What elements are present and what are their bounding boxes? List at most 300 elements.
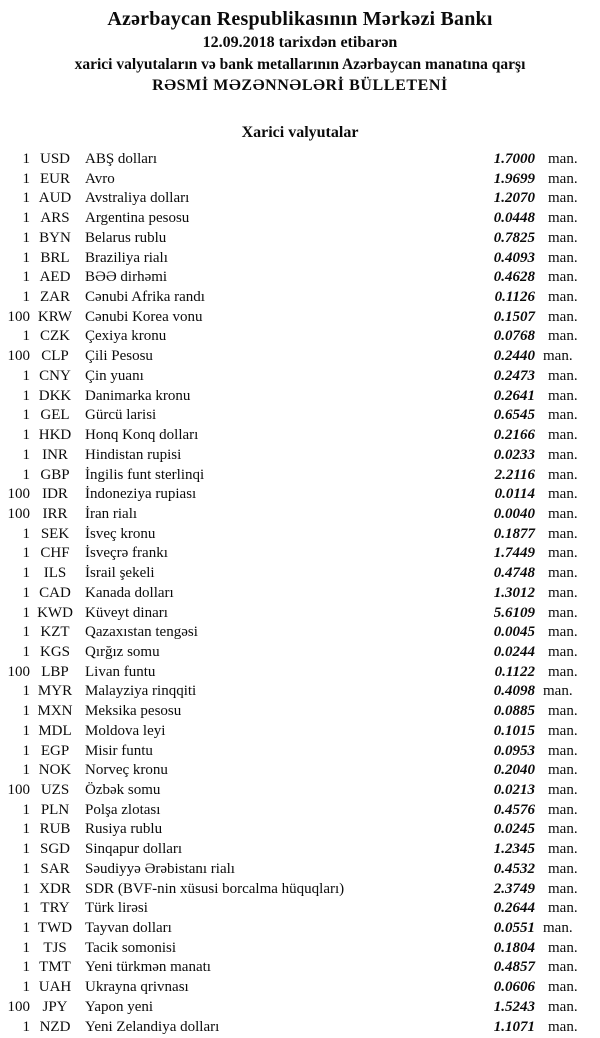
currency-rate: 0.0233 (493, 446, 535, 463)
currency-rate: 0.1126 (494, 289, 535, 306)
currency-rate: 0.0040 (493, 505, 535, 522)
unit-label: man. (548, 900, 578, 917)
table-row (0, 406, 600, 426)
currency-code: KWD (37, 604, 73, 621)
unit-label: man. (548, 643, 578, 660)
currency-name: Sinqapur dolları (85, 841, 183, 858)
table-row (0, 544, 600, 564)
column-gap (535, 406, 548, 426)
currency-code: CZK (40, 328, 70, 345)
table-row (0, 801, 600, 821)
table-row (0, 426, 600, 446)
table-row (0, 860, 600, 880)
currency-code: JPY (42, 998, 68, 1015)
column-gap (535, 742, 548, 762)
currency-code: CHF (40, 545, 70, 562)
currency-rate: 1.1071 (493, 1018, 535, 1035)
currency-code: KRW (37, 308, 73, 325)
column-gap (535, 899, 548, 919)
currency-rate: 0.1122 (494, 663, 535, 680)
currency-code: TRY (40, 900, 70, 917)
unit-label: man. (548, 565, 578, 582)
currency-rate: 0.2473 (493, 367, 535, 384)
column-gap (535, 426, 548, 446)
currency-name: Danimarka kronu (85, 387, 191, 404)
currency-code: CNY (39, 367, 71, 384)
table-row (0, 781, 600, 801)
unit-label: man. (548, 762, 578, 779)
table-row (0, 1018, 600, 1038)
table-row (0, 939, 600, 959)
column-gap (535, 189, 548, 209)
currency-quantity: 1 (22, 604, 30, 621)
unit-label: man. (548, 446, 578, 463)
currency-code: ILS (43, 565, 67, 582)
table-row (0, 958, 600, 978)
currency-name: Türk lirəsi (85, 900, 148, 917)
currency-code: MDL (38, 722, 72, 739)
unit-label: man. (548, 249, 578, 266)
currency-quantity: 1 (22, 880, 30, 897)
currency-code: XDR (39, 880, 71, 897)
currency-name: İndoneziya rupiası (85, 486, 197, 503)
column-gap (535, 288, 548, 308)
currency-code: TJS (43, 939, 67, 956)
currency-quantity: 1 (22, 525, 30, 542)
currency-name: Belarus rublu (85, 229, 167, 246)
currency-quantity: 1 (22, 565, 30, 582)
unit-label: man. (548, 170, 578, 187)
currency-quantity: 1 (22, 703, 30, 720)
currency-code: TMT (39, 959, 71, 976)
column-gap (535, 978, 548, 998)
currency-code: DKK (38, 387, 72, 404)
table-row (0, 209, 600, 229)
table-row (0, 623, 600, 643)
unit-label: man. (543, 683, 573, 700)
currency-code: AED (39, 269, 71, 286)
column-gap (535, 367, 548, 387)
column-gap (535, 663, 548, 683)
column-gap (535, 466, 548, 486)
table-row (0, 978, 600, 998)
unit-label: man. (548, 190, 578, 207)
currency-quantity: 1 (22, 269, 30, 286)
table-row (0, 367, 600, 387)
currency-name: Yapon yeni (85, 998, 154, 1015)
currency-name: Küveyt dinarı (85, 604, 168, 621)
currency-name: Avro (85, 170, 115, 187)
table-row (0, 249, 600, 269)
currency-code: BYN (39, 229, 71, 246)
table-row (0, 584, 600, 604)
unit-label: man. (548, 939, 578, 956)
currency-code: RUB (39, 821, 71, 838)
unit-label: man. (548, 367, 578, 384)
currency-code: BRL (40, 249, 70, 266)
currency-quantity: 1 (22, 407, 30, 424)
currency-quantity: 1 (22, 367, 30, 384)
currency-quantity: 1 (22, 860, 30, 877)
currency-name: Cənubi Korea vonu (85, 308, 203, 325)
unit-label: man. (548, 584, 578, 601)
currency-rate: 0.0245 (493, 821, 535, 838)
table-row (0, 229, 600, 249)
currency-name: Braziliya rialı (85, 249, 168, 266)
unit-label: man. (548, 998, 578, 1015)
currency-code: IRR (42, 505, 68, 522)
table-row (0, 820, 600, 840)
currency-rate: 0.1877 (493, 525, 535, 542)
currency-code: IDR (42, 486, 68, 503)
currency-rate: 0.2166 (493, 427, 535, 444)
table-row (0, 702, 600, 722)
currency-quantity: 1 (22, 545, 30, 562)
currency-rate: 0.6545 (493, 407, 535, 424)
column-gap (535, 702, 548, 722)
unit-label: man. (548, 722, 578, 739)
currency-name: BƏƏ dirhəmi (85, 269, 168, 286)
currency-quantity: 1 (22, 801, 30, 818)
unit-label: man. (548, 505, 578, 522)
table-row (0, 150, 600, 170)
currency-rate: 1.7449 (493, 545, 535, 562)
currency-name: Polşa zlotası (85, 801, 161, 818)
currency-rate: 0.7825 (493, 229, 535, 246)
currency-rate: 0.0551 (493, 920, 535, 937)
currency-code: KGS (39, 643, 70, 660)
currency-code: AUD (38, 190, 72, 207)
unit-label: man. (548, 407, 578, 424)
currency-rate: 0.0606 (493, 979, 535, 996)
currency-quantity: 1 (22, 289, 30, 306)
column-gap (535, 860, 548, 880)
currency-code: TWD (37, 920, 73, 937)
currency-rate: 1.3012 (493, 584, 535, 601)
column-gap (535, 958, 548, 978)
currency-name: Tacik somonisi (85, 939, 177, 956)
currency-code: SGD (39, 841, 70, 858)
currency-code: PLN (40, 801, 70, 818)
currency-name: Gürcü larisi (85, 407, 157, 424)
currency-name: Norveç kronu (85, 762, 168, 779)
currency-quantity: 1 (22, 427, 30, 444)
unit-label: man. (548, 979, 578, 996)
column-gap (535, 1018, 548, 1038)
column-gap (535, 919, 543, 939)
unit-label: man. (548, 604, 578, 621)
unit-label: man. (548, 624, 578, 641)
table-row (0, 899, 600, 919)
unit-label: man. (548, 525, 578, 542)
effective-date-line: 12.09.2018 tarixdən etibarən (202, 34, 398, 51)
column-gap (535, 564, 548, 584)
table-row (0, 189, 600, 209)
currency-name: İsrail şekeli (85, 565, 155, 582)
column-gap (535, 505, 548, 525)
unit-label: man. (548, 821, 578, 838)
unit-label: man. (548, 427, 578, 444)
currency-rate: 1.5243 (493, 998, 535, 1015)
currency-name: Hindistan rupisi (85, 446, 182, 463)
table-row (0, 505, 600, 525)
currency-quantity: 1 (22, 762, 30, 779)
currency-rate: 0.0448 (493, 210, 535, 227)
currency-name: İngilis funt sterlinqi (85, 466, 205, 483)
currency-quantity: 1 (22, 249, 30, 266)
currency-name: ABŞ dolları (85, 151, 158, 167)
currency-rate: 0.0045 (493, 624, 535, 641)
column-gap (535, 387, 548, 407)
unit-label: man. (548, 269, 578, 286)
unit-label: man. (548, 328, 578, 345)
currency-rate: 0.4628 (493, 269, 535, 286)
currency-code: SEK (40, 525, 70, 542)
currency-code: EGP (40, 742, 70, 759)
currency-code: NOK (38, 762, 72, 779)
unit-label: man. (548, 742, 578, 759)
currency-name: Yeni Zelandiya dolları (85, 1018, 220, 1035)
column-gap (535, 229, 548, 249)
currency-name: Kanada dolları (85, 584, 174, 601)
currency-name: Çin yuanı (85, 367, 144, 384)
currency-rate: 0.4576 (493, 801, 535, 818)
unit-label: man. (548, 308, 578, 325)
currency-code: EUR (40, 170, 70, 187)
unit-label: man. (548, 466, 578, 483)
currency-name: SDR (BVF-nin xüsusi borcalma hüquqları) (85, 880, 345, 897)
table-row (0, 722, 600, 742)
currency-name: Qırğız somu (85, 643, 160, 660)
bulletin-title: RƏSMİ MƏZƏNNƏLƏRİ BÜLLETENİ (152, 77, 448, 94)
column-gap (535, 880, 548, 900)
section-title-foreign-currencies: Xarici valyutalar (241, 124, 359, 141)
column-gap (535, 544, 548, 564)
currency-rate: 2.2116 (494, 466, 535, 483)
unit-label: man. (548, 841, 578, 858)
currency-name: Ukrayna qrivnası (85, 979, 189, 996)
currency-quantity: 100 (7, 663, 30, 680)
column-gap (535, 584, 548, 604)
table-row (0, 525, 600, 545)
currency-rate: 1.2345 (493, 841, 535, 858)
currency-rate: 0.2644 (493, 900, 535, 917)
table-row (0, 604, 600, 624)
currency-rate: 5.6109 (493, 604, 535, 621)
table-row (0, 663, 600, 683)
currency-quantity: 1 (22, 742, 30, 759)
currency-quantity: 1 (22, 151, 30, 167)
currency-code: GEL (40, 407, 70, 424)
unit-label: man. (548, 229, 578, 246)
unit-label: man. (548, 663, 578, 680)
currency-code: GBP (40, 466, 70, 483)
column-gap (535, 347, 543, 367)
currency-rate: 0.4532 (493, 860, 535, 877)
table-row (0, 880, 600, 900)
table-row (0, 919, 600, 939)
currency-name: Rusiya rublu (85, 821, 163, 838)
unit-label: man. (548, 387, 578, 404)
table-row (0, 268, 600, 288)
currency-quantity: 1 (22, 920, 30, 937)
unit-label: man. (548, 486, 578, 503)
currency-rate: 0.0114 (494, 486, 535, 503)
table-row (0, 387, 600, 407)
currency-name: Avstraliya dolları (85, 190, 190, 207)
currency-name: Cənubi Afrika randı (85, 289, 205, 306)
currency-rate: 0.4093 (493, 249, 535, 266)
currency-code: NZD (39, 1018, 71, 1035)
bulletin-subtitle: xarici valyutaların və bank metallarının Azərbaycan manatına qarşı (74, 56, 526, 73)
column-gap (535, 268, 548, 288)
unit-label: man. (543, 348, 573, 365)
currency-rate: 0.2040 (493, 762, 535, 779)
currency-name: İsveç kronu (85, 525, 156, 542)
currency-rate: 0.0885 (493, 703, 535, 720)
currency-quantity: 1 (22, 959, 30, 976)
column-gap (535, 604, 548, 624)
unit-label: man. (548, 151, 578, 167)
column-gap (535, 643, 548, 663)
currency-rate: 1.9699 (493, 170, 535, 187)
currency-rate: 0.0213 (493, 782, 535, 798)
currency-name: Moldova leyi (85, 722, 166, 739)
currency-code: ZAR (40, 289, 70, 306)
currency-quantity: 100 (7, 998, 30, 1015)
table-row (0, 485, 600, 505)
currency-rate: 2.3749 (493, 880, 535, 897)
table-row (0, 998, 600, 1018)
currency-name: Çexiya kronu (85, 328, 167, 345)
unit-label: man. (548, 210, 578, 227)
currency-code: CAD (39, 584, 71, 601)
currency-name: Argentina pesosu (85, 210, 190, 227)
table-row (0, 643, 600, 663)
table-row (0, 308, 600, 328)
table-row (0, 327, 600, 347)
table-row (0, 288, 600, 308)
currency-quantity: 1 (22, 979, 30, 996)
unit-label: man. (548, 289, 578, 306)
currency-rate: 0.4857 (493, 959, 535, 976)
unit-label: man. (548, 782, 578, 798)
table-row (0, 347, 600, 367)
column-gap (535, 150, 548, 170)
column-gap (535, 820, 548, 840)
currency-quantity: 1 (22, 1018, 30, 1035)
column-gap (535, 801, 548, 821)
currency-quantity: 1 (22, 683, 30, 700)
currency-rate: 0.2440 (493, 348, 535, 365)
currency-quantity: 1 (22, 446, 30, 463)
currency-code: MYR (37, 683, 73, 700)
currency-name: Livan funtu (85, 663, 156, 680)
currency-code: MXN (37, 703, 73, 720)
currency-quantity: 1 (22, 190, 30, 207)
rates-table (0, 150, 600, 1037)
unit-label: man. (548, 1018, 578, 1035)
bank-title: Azərbaycan Respublikasının Mərkəzi Bankı (107, 8, 493, 30)
table-row (0, 564, 600, 584)
currency-code: HKD (38, 427, 72, 444)
currency-quantity: 1 (22, 643, 30, 660)
currency-name: İran rialı (85, 505, 138, 522)
column-gap (535, 446, 548, 466)
currency-quantity: 1 (22, 722, 30, 739)
currency-name: Yeni türkmən manatı (85, 959, 211, 976)
table-row (0, 840, 600, 860)
currency-quantity: 1 (22, 584, 30, 601)
column-gap (535, 308, 548, 328)
table-row (0, 466, 600, 486)
table-row (0, 742, 600, 762)
currency-quantity: 100 (7, 348, 30, 365)
column-gap (535, 682, 543, 702)
currency-code: CLP (41, 348, 69, 365)
column-gap (535, 781, 548, 801)
currency-rate: 1.2070 (493, 190, 535, 207)
column-gap (535, 327, 548, 347)
unit-label: man. (548, 880, 578, 897)
currency-name: Malayziya rinqqiti (85, 683, 197, 700)
unit-label: man. (548, 801, 578, 818)
currency-quantity: 1 (22, 900, 30, 917)
column-gap (535, 623, 548, 643)
currency-rate: 0.4098 (493, 683, 535, 700)
currency-rate: 0.4748 (493, 565, 535, 582)
currency-rate: 0.0244 (493, 643, 535, 660)
currency-rate: 0.0953 (493, 742, 535, 759)
currency-code: KZT (40, 624, 70, 641)
currency-code: INR (42, 446, 68, 463)
currency-name: Meksika pesosu (85, 703, 182, 720)
currency-code: UZS (40, 782, 70, 798)
currency-quantity: 100 (7, 505, 30, 522)
unit-label: man. (548, 703, 578, 720)
table-row (0, 446, 600, 466)
currency-rate: 0.2641 (493, 387, 535, 404)
column-gap (535, 939, 548, 959)
column-gap (535, 761, 548, 781)
currency-quantity: 1 (22, 328, 30, 345)
unit-label: man. (543, 920, 573, 937)
column-gap (535, 249, 548, 269)
column-gap (535, 485, 548, 505)
currency-code: ARS (40, 210, 70, 227)
currency-name: Qazaxıstan tengəsi (85, 624, 198, 641)
currency-code: UAH (38, 979, 72, 996)
column-gap (535, 170, 548, 190)
currency-quantity: 1 (22, 229, 30, 246)
currency-rate: 0.1507 (493, 308, 535, 325)
currency-name: Səudiyyə Ərəbistanı rialı (85, 860, 235, 877)
currency-code: SAR (40, 860, 70, 877)
currency-quantity: 1 (22, 210, 30, 227)
currency-quantity: 1 (22, 841, 30, 858)
currency-quantity: 1 (22, 170, 30, 187)
column-gap (535, 998, 548, 1018)
currency-quantity: 1 (22, 624, 30, 641)
currency-rate: 0.0768 (493, 328, 535, 345)
currency-rate: 0.1015 (493, 722, 535, 739)
currency-quantity: 100 (7, 486, 30, 503)
table-row (0, 170, 600, 190)
currency-quantity: 1 (22, 939, 30, 956)
currency-rate: 0.1804 (493, 939, 535, 956)
column-gap (535, 209, 548, 229)
column-gap (535, 840, 548, 860)
